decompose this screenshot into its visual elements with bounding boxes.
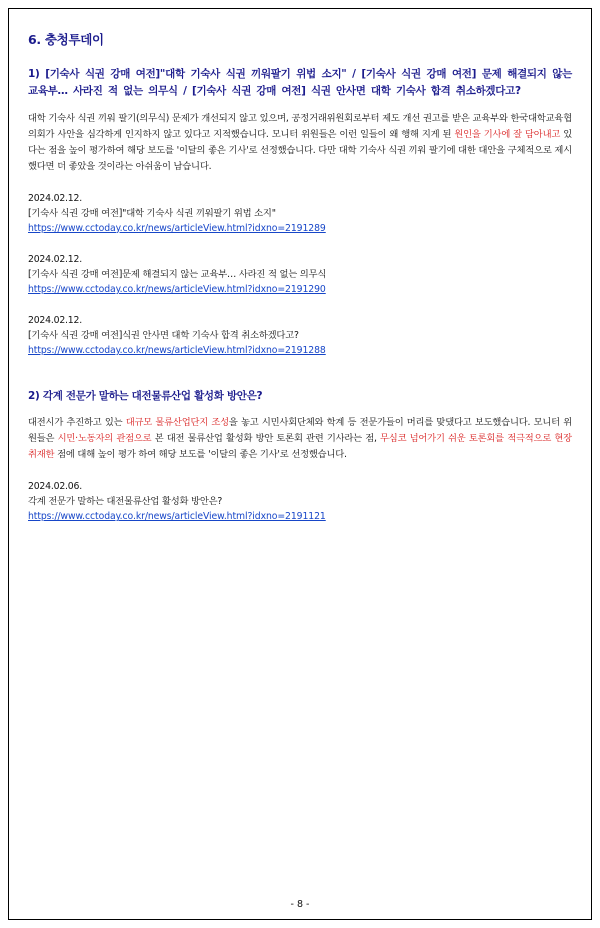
section-2-body-highlight-2: 시민·노동자의 관점으로 [57, 433, 152, 445]
section-1-body-highlight-1: 원인을 기사에 잘 담아내고 [454, 128, 561, 140]
page-content [28, 30, 572, 888]
section-2-body [28, 415, 572, 463]
reference-link[interactable]: https://www.cctoday.co.kr/news/articleView.html?idxno=2191290 [28, 283, 326, 295]
section-2-body-mid-1: 을 놓고 시민사회단체와 학계 등 전문가들이 머리를 맞댔다고 보도했습니다. 모니터 위원들은 [28, 417, 573, 445]
reference-link[interactable]: https://www.cctoday.co.kr/news/articleView.html?idxno=2191121 [28, 511, 326, 523]
section-2-body-highlight-1: 대규모 물류산업단지 조성 [125, 417, 229, 429]
reference-item [28, 479, 572, 524]
section-2-body-mid-2: 본 대전 물류산업 활성화 방안 토론회 관련 기사라는 점, [151, 433, 381, 445]
section-2-body-highlight-3: 무심코 넘어가기 쉬운 토론회를 적극적으로 현장 취재한 [28, 433, 572, 461]
section-1-body-middle: 있다는 점을 높이 평가하여 해당 보도를 '이달의 좋은 기사'로 선정했습니다. 다만 대학 기숙사 식권 끼워 팔기에 대한 대안을 구체적으로 제시했다면 더 좋았을 것이라는 아쉬움이 남습니다. [28, 128, 572, 172]
reference-link[interactable]: https://www.cctoday.co.kr/news/articleView.html?idxno=2191288 [28, 344, 326, 356]
section-2-body-suffix: 점에 대해 높이 평가 하여 해당 보도를 '이달의 좋은 기사'로 선정했습니다. [54, 449, 347, 461]
reference-item [28, 191, 572, 236]
section-spacer [28, 374, 572, 388]
reference-title: 각계 전문가 말하는 대전물류산업 활성화 방안은? [28, 496, 223, 508]
section-2 [28, 388, 572, 524]
reference-date: 2024.02.12. [28, 192, 82, 204]
reference-date: 2024.02.12. [28, 314, 82, 326]
reference-date: 2024.02.06. [28, 481, 82, 493]
reference-link[interactable]: https://www.cctoday.co.kr/news/articleView.html?idxno=2191289 [28, 222, 326, 234]
reference-date: 2024.02.12. [28, 253, 82, 265]
section-1-body [28, 111, 572, 175]
reference-title: [기숙사 식권 강매 여전]"대학 기숙사 식권 끼워팔기 위법 소지" [28, 207, 276, 219]
reference-title: [기숙사 식권 강매 여전]문제 해결되지 않는 교육부… 사라진 적 없는 의무식 [28, 268, 327, 280]
section-2-body-prefix: 대전시가 추진하고 있는 [28, 417, 126, 429]
section-1-heading: 1) [기숙사 식권 강매 여전]"대학 기숙사 식권 끼워팔기 위법 소지" / [기숙사 식권 강매 여전] 문제 해결되지 않는 교육부… 사라진 적 없는 의무식 / [기숙사 식권 강매 여전] 식권 안사면 대학 기숙사 합격 취소하겠다고? [28, 68, 572, 98]
page-number: - 8 - [290, 899, 310, 910]
reference-item [28, 252, 572, 297]
section-1 [28, 66, 572, 358]
section-1-body-prefix: 대학 기숙사 식권 끼워 팔기(의무식) 문제가 개선되지 않고 있으며, 공정거래위원회로부터 제도 개선 권고를 받은 교육부와 한국대학교육협의회가 사안을 심각하게 인지하지 않고 있다고 지적했습니다. 모니터 위원들은 이런 일들이 왜 행해 지게 된 [28, 112, 572, 140]
section-2-heading: 2) 각계 전문가 말하는 대전물류산업 활성화 방안은? [28, 389, 263, 402]
reference-title: [기숙사 식권 강매 여전]식권 안사면 대학 기숙사 합격 취소하겠다고? [28, 329, 299, 341]
page-title: 6. 충청투데이 [28, 32, 104, 47]
reference-item [28, 313, 572, 358]
